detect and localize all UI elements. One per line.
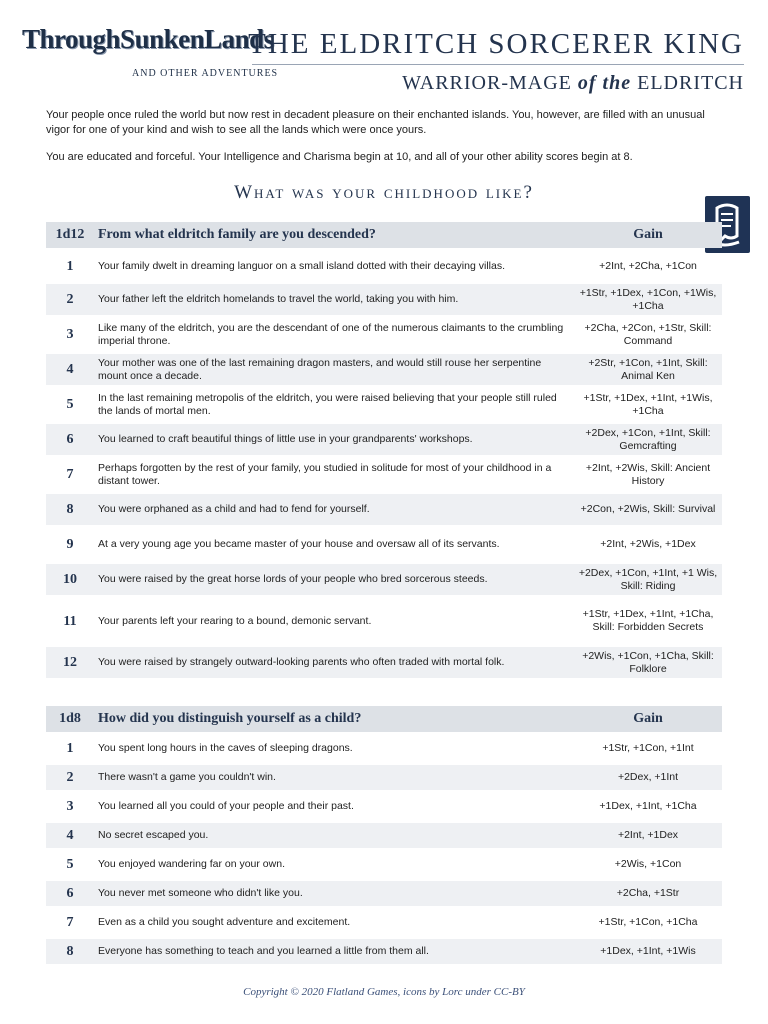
row-gain: +2Int, +2Wis, Skill: Ancient History <box>585 461 711 487</box>
die-header: 1d12 <box>46 222 94 248</box>
row-text: You were raised by strangely outward-looking parents who often traded with mortal folk. <box>94 647 574 678</box>
row-number: 10 <box>46 564 94 595</box>
row-number: 8 <box>46 939 94 964</box>
row-text: You learned all you could of your people and their past. <box>98 800 354 812</box>
row-text: Perhaps forgotten by the rest of your family, you studied in solitude for most of your childhood in a distant tower. <box>98 461 552 487</box>
row-gain: +1Dex, +1Int, +1Wis <box>574 939 722 964</box>
table-row <box>46 319 722 350</box>
row-number: 4 <box>46 354 94 385</box>
row-gain: +1Str, +1Dex, +1Con, +1Wis, +1Cha <box>574 284 722 315</box>
table-row <box>46 647 722 678</box>
row-number: 8 <box>46 494 94 525</box>
row-text: No secret escaped you. <box>94 823 574 848</box>
row-gain: +1Str, +1Dex, +1Int, +1Wis, +1Cha <box>583 391 713 417</box>
row-text: Like many of the eldritch, you are the descendant of one of the numerous claimants to the crumbling imperial throne. <box>98 321 564 347</box>
question-header: How did you distinguish yourself as a child? <box>94 706 574 732</box>
row-gain: +2Wis, +1Con <box>614 858 682 870</box>
table-row <box>46 939 722 964</box>
table-row <box>46 529 722 560</box>
table-row <box>46 823 722 848</box>
row-text: You learned to craft beautiful things of little use in your grandparents' workshops. <box>94 424 574 455</box>
row-number: 2 <box>46 284 94 315</box>
logo-sub-text: AND OTHER ADVENTURES <box>132 68 279 79</box>
subtitle-post: ELDRITCH <box>631 72 744 94</box>
table-row <box>46 564 722 595</box>
row-text: You never met someone who didn't like you. <box>94 881 574 906</box>
table-row <box>46 736 722 761</box>
row-number: 3 <box>66 327 74 342</box>
row-gain: +2Int, +1Dex <box>574 823 722 848</box>
table-row <box>46 852 722 877</box>
row-gain: +1Str, +1Con, +1Int <box>602 742 694 754</box>
row-number: 7 <box>66 915 74 930</box>
table-row <box>46 389 722 420</box>
family-table <box>46 218 722 682</box>
row-number: 5 <box>66 857 74 872</box>
row-number: 3 <box>66 799 74 814</box>
row-number: 1 <box>66 258 74 274</box>
row-number: 4 <box>46 823 94 848</box>
row-gain: +2Dex, +1Con, +1Int, +1 Wis, Skill: Riding <box>574 564 722 595</box>
row-gain: +2Cha, +1Str <box>574 881 722 906</box>
row-gain: +2Wis, +1Con, +1Cha, Skill: Folklore <box>574 647 722 678</box>
row-text: Your family dwelt in dreaming languor on a small island dotted with their decaying villas. <box>98 259 505 272</box>
table-row <box>46 252 722 280</box>
row-gain: +1Dex, +1Int, +1Cha <box>599 800 697 812</box>
table-row <box>46 881 722 906</box>
row-text: You enjoyed wandering far on your own. <box>98 858 285 870</box>
row-gain: +2Dex, +1Con, +1Int, Skill: Gemcrafting <box>574 424 722 455</box>
row-text: Your father left the eldritch homelands to travel the world, taking you with him. <box>94 284 574 315</box>
row-gain: +2Int, +2Cha, +1Con <box>599 259 697 272</box>
table-row <box>46 494 722 525</box>
section-heading: What was your childhood like? <box>234 182 534 203</box>
row-number: 2 <box>46 765 94 790</box>
row-number: 7 <box>66 467 74 482</box>
row-gain: +1Str, +1Dex, +1Int, +1Cha, Skill: Forbidden Secrets <box>582 608 714 633</box>
row-text: Your mother was one of the last remaining dragon masters, and would still rouse her serpentine mount once a decade. <box>94 354 574 385</box>
copyright: Copyright © 2020 Flatland Games, icons by Lorc under CC-BY <box>243 986 525 998</box>
row-text: Even as a child you sought adventure and excitement. <box>98 916 351 928</box>
childhood-table <box>46 702 722 968</box>
row-text: Your parents left your rearing to a bound, demonic servant. <box>98 614 372 627</box>
row-number: 11 <box>63 613 77 629</box>
intro-paragraph-1: Your people once ruled the world but now rest in decadent pleasure on their enchanted islands. You, however, are filled with an unusual vigor for one of your kind and wish to see all the lands which were once yours. <box>46 109 705 136</box>
row-text: Everyone has something to teach and you learned a little from them all. <box>94 939 574 964</box>
table-header <box>46 222 722 248</box>
table-row <box>46 424 722 455</box>
row-text: You were raised by the great horse lords of your people who bred sorcerous steeds. <box>94 564 574 595</box>
table-row <box>46 459 722 490</box>
table-row <box>46 794 722 819</box>
subtitle-mid: of the <box>577 72 632 94</box>
gain-header: Gain <box>574 706 722 732</box>
row-text: You were orphaned as a child and had to fend for yourself. <box>94 494 574 525</box>
table-row <box>46 354 722 385</box>
row-gain: +2Dex, +1Int <box>574 765 722 790</box>
logo-main-text: ThroughSunkenLands <box>22 24 274 54</box>
subtitle-pre: WARRIOR-MAGE <box>402 72 578 94</box>
question-header: From what eldritch family are you descended? <box>94 222 574 248</box>
row-text: There wasn't a game you couldn't win. <box>94 765 574 790</box>
row-text: In the last remaining metropolis of the eldritch, you were raised believing that your people still ruled the lands of mortal men. <box>98 391 557 417</box>
row-number: 6 <box>46 424 94 455</box>
row-gain: +2Con, +2Wis, Skill: Survival <box>574 494 722 525</box>
row-number: 12 <box>46 647 94 678</box>
die-header: 1d8 <box>46 706 94 732</box>
table-row <box>46 599 722 643</box>
row-number: 9 <box>66 537 74 552</box>
table-row <box>46 765 722 790</box>
row-number: 1 <box>66 741 74 756</box>
intro-paragraph-2: You are educated and forceful. Your Intelligence and Charisma begin at 10, and all of your other ability scores begin at 8. <box>46 151 633 163</box>
row-number: 6 <box>46 881 94 906</box>
row-gain: +2Cha, +2Con, +1Str, Skill: Command <box>584 321 712 347</box>
row-text: You spent long hours in the caves of sleeping dragons. <box>98 742 353 754</box>
table-header <box>46 706 722 732</box>
table-row <box>46 284 722 315</box>
row-number: 5 <box>66 397 74 412</box>
page-subtitle <box>402 72 744 95</box>
logo <box>22 24 279 84</box>
page-title: THE ELDRITCH SORCERER KING <box>248 28 744 60</box>
gain-header: Gain <box>574 222 722 248</box>
row-text: At a very young age you became master of your house and oversaw all of its servants. <box>98 538 500 550</box>
title-divider <box>252 64 744 65</box>
row-gain: +2Int, +2Wis, +1Dex <box>600 538 696 550</box>
table-row <box>46 910 722 935</box>
row-gain: +1Str, +1Con, +1Cha <box>598 916 698 928</box>
row-gain: +2Str, +1Con, +1Int, Skill: Animal Ken <box>574 354 722 385</box>
